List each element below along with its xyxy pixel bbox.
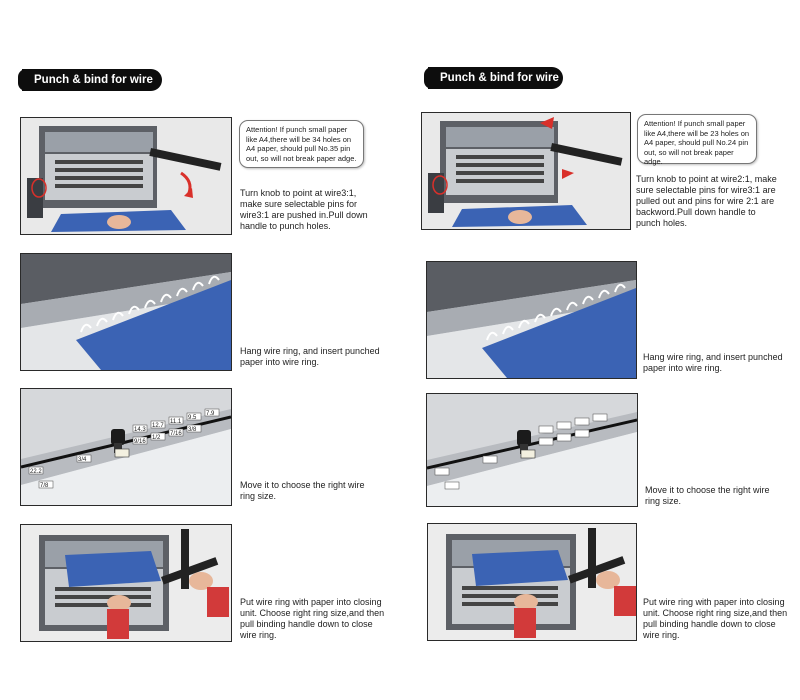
right-step1-image [421,112,631,230]
left-scale-label-low-1: 9/16 [134,439,146,445]
left-scale-label-low-2: 1/2 [152,435,161,441]
left-scale-side-1: 22.2 [30,469,42,475]
left-step2-image [20,253,232,371]
right-step3-caption: Move it to choose the right wire ring size. [645,485,770,506]
left-scale-label-1: 14.3 [134,427,146,433]
right-step4-image [427,523,637,641]
left-scale-side-3: 3/4 [78,457,87,463]
left-scale-label-low-3: 7/16 [170,431,182,437]
right-header: Punch & bind for wire 2:1 [428,67,563,89]
right-step4-caption: Put wire ring with paper into closing unit. Choose right ring size,and then pull binding handle down to close wire ring. [643,597,788,640]
left-scale-label-2: 12.7 [152,423,164,429]
left-step4-image [20,524,232,642]
right-step3-image [426,393,638,507]
left-step4-caption: Put wire ring with paper into closing unit. Choose right ring size,and then pull binding handle down to close wire ring. [240,597,385,640]
left-step3-image [20,388,232,506]
right-attention-note: Attention! If punch small paper like A4,there will be 23 holes on A4 paper, should pull No.24 pin out, so will not break paper adge. [637,114,757,164]
left-header: Punch & bind for wire 3:1 [22,69,162,91]
left-scale-label-3: 11.1 [170,419,182,425]
left-scale-side-2: 7/8 [40,483,49,489]
left-step1-image [20,117,232,235]
left-attention-note: Attention! If punch small paper like A4,there will be 34 holes on A4 paper, should pull No.35 pin out, so will not break paper adge. [239,120,364,168]
left-step3-caption: Move it to choose the right wire ring size. [240,480,365,501]
left-scale-label-4: 9.5 [188,415,197,421]
left-scale-label-low-4: 3/8 [188,427,197,433]
right-step1-caption: Turn knob to point at wire2:1, make sure selectable pins for wire3:1 are pulled out and pins for wire 2:1 are backword.Pull down handle to punch holes. [636,174,777,228]
right-step2-image [426,261,637,379]
right-step2-caption: Hang wire ring, and insert punched paper into wire ring. [643,352,783,373]
left-step2-caption: Hang wire ring, and insert punched paper into wire ring. [240,346,380,367]
left-scale-label-5: 7.9 [206,411,215,417]
left-step1-caption: Turn knob to point at wire3:1, make sure selectable pins for wire3:1 are pushed in.Pull down handle to punch holes. [240,188,368,231]
